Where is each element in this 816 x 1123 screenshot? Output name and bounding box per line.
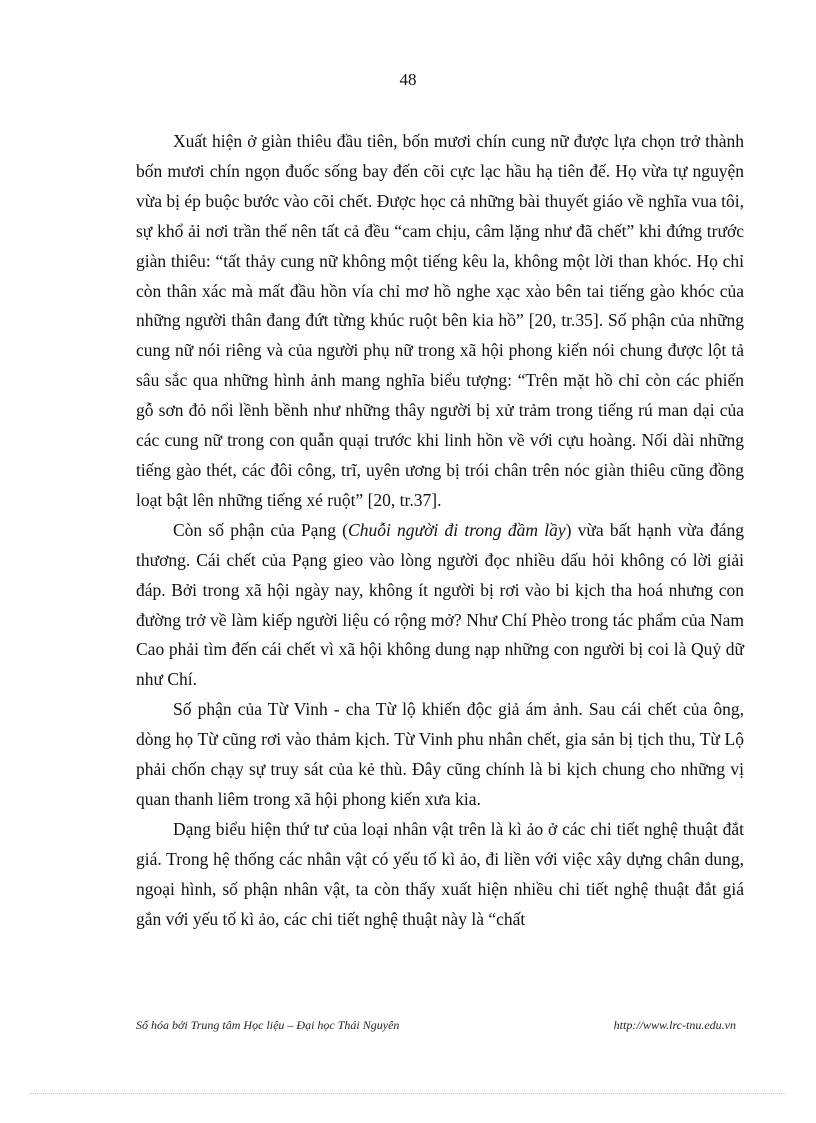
paragraph-4: Dạng biểu hiện thứ tư của loại nhân vật trên là kì ảo ở các chi tiết nghệ thuật đắt giá. Trong hệ thống các nhân vật có yếu tố kì ảo, đi liền với việc xây dựng chân dung, ngoại hình, số phận nhân vật, ta còn thấy xuất hiện nhiều chi tiết nghệ thuật đắt giá gắn với yếu tố kì ảo, các chi tiết nghệ thuật này là “chất [136,818,744,929]
paragraph-3: Số phận của Từ Vinh - cha Từ lộ khiến độc giả ám ảnh. Sau cái chết của ông, dòng họ Từ cũng rơi vào thảm kịch. Từ Vinh phu nhân chết, gia sản bị tịch thu, Từ Lộ phải chốn chạy sự truy sát của kẻ thù. Đây cũng chính là bi kịch chung cho những vị quan thanh liêm trong xã hội phong kiến xưa kia. [136,699,744,809]
paragraph-2-before: Còn số phận của Pạng ( [173,519,349,540]
paragraph-2 [136,516,744,695]
body-text [136,127,744,934]
work-title: Chuỗi người đi trong đầm lầy [348,519,566,540]
footer-url: http://www.lrc-tnu.edu.vn [613,1018,736,1032]
paragraph-1: Xuất hiện ở giàn thiêu đầu tiên, bốn mươi chín cung nữ được lựa chọn trở thành bốn mươi chín ngọn đuốc sống bay đến cõi cực lạc hầu hạ tiên đế. Họ vừa tự nguyện vừa bị ép buộc bước vào cõi chết. Được học cả những bài thuyết giáo về nghĩa vua tôi, sự khổ ải nơi trần thế nên tất cả đều “cam chịu, câm lặng như đã chết” khi đứng trước giàn thiêu: “tất thảy cung nữ không một tiếng kêu la, không một lời than khóc. Họ chỉ còn thân xác mà mất đầu hồn vía chỉ mơ hồ nghe xạc xào bên tai tiếng gào khóc của những người thân đang đứt từng khúc ruột bên kia hồ” [20, tr.35]. Số phận của những cung nữ nói riêng và của người phụ nữ trong xã hội phong kiến nói chung được lột tả sâu sắc qua những hình ảnh mang nghĩa biểu tượng: “Trên mặt hồ chỉ còn các phiến gỗ sơn đỏ nổi lềnh bềnh như những thây người bị xử trảm trong tiếng rú man dại của các cung nữ trong con quẫn quại trước khi linh hồn về với cựu hoàng. Nối dài những tiếng gào thét, các đôi công, trĩ, uyên ương bị trói chân trên nóc giàn thiêu cũng đồng loạt bật lên những tiếng xé ruột” [20, tr.37]. [136,131,744,510]
page-bottom-rule [30,1093,786,1094]
paragraph-2-after: ) vừa bất hạnh vừa đáng thương. Cái chết của Pạng gieo vào lòng người đọc nhiều dấu hỏi không có lời giải đáp. Bởi trong xã hội ngày nay, không ít người bị rơi vào bi kịch tha hoá nhưng con đường trở về làm kiếp người liệu có rộng mở? Như Chí Phèo trong tác phẩm của Nam Cao phải tìm đến cái chết vì xã hội không dung nạp những con người bị coi là Quỷ dữ như Chí. [136,519,745,690]
page-number: 48 [399,70,417,89]
footer-source: Số hóa bởi Trung tâm Học liệu – Đại học Thái Nguyên [136,1018,400,1032]
